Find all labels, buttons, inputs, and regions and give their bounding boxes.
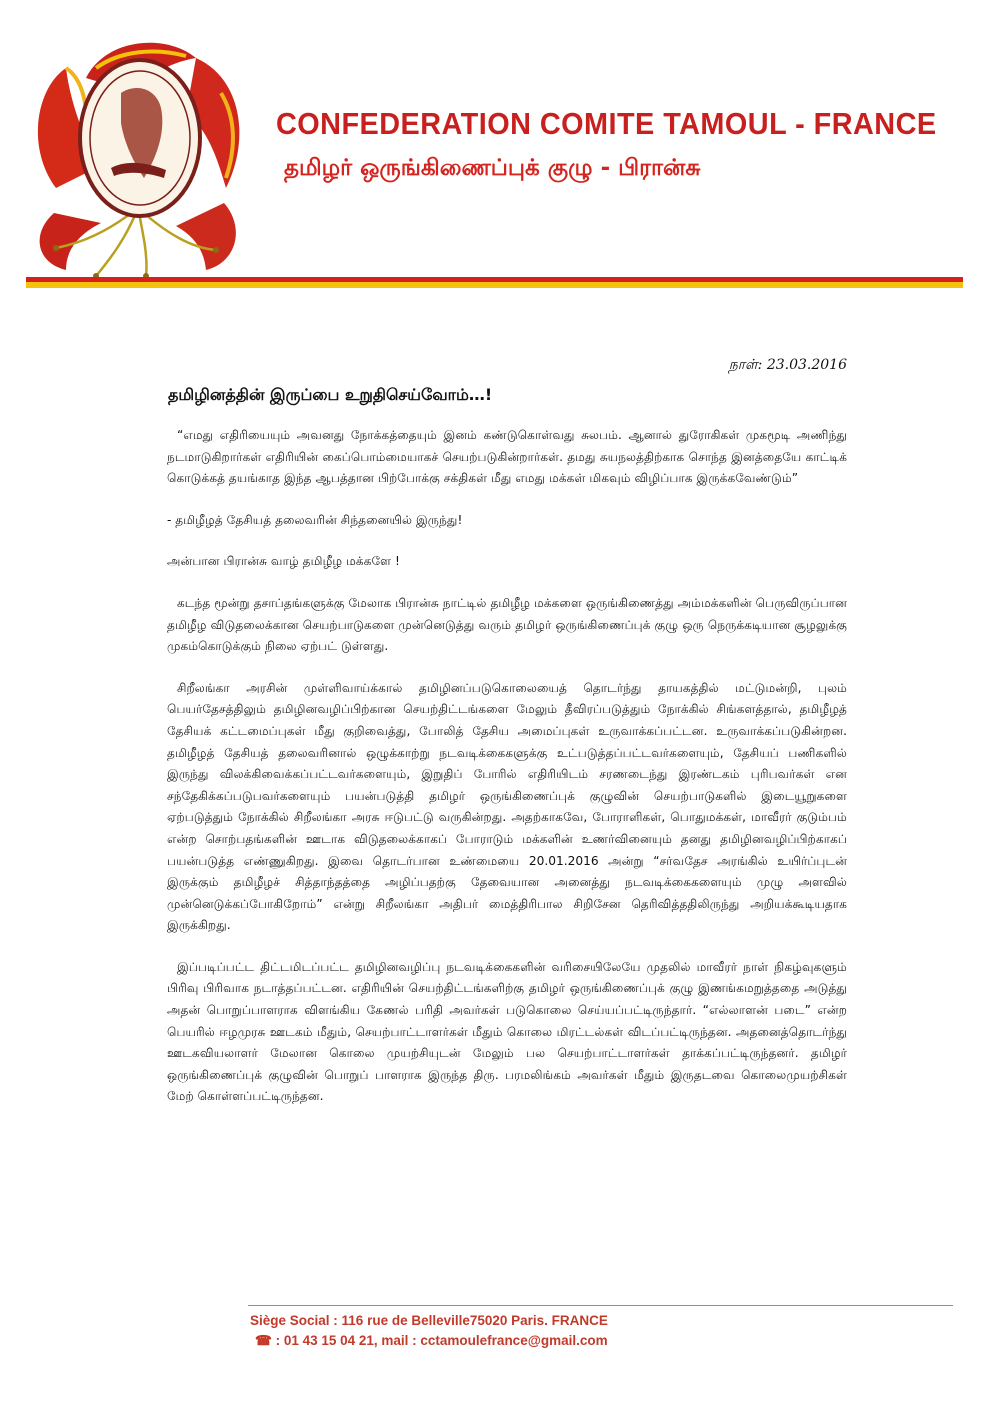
document-title: தமிழினத்தின் இருப்பை உறுதிசெய்வோம்…!	[168, 385, 493, 404]
organization-name-tamil: தமிழர் ஒருங்கிணைப்புக் குழு - பிரான்சு	[284, 155, 701, 181]
body-paragraph: சிறீலங்கா அரசின் முள்ளிவாய்க்கால் தமிழினப்படுகொலையைத் தொடர்ந்து தாயகத்தில் மட்டுமன்றி, புலம் பெயர்தேசத்திலும் தமிழினவழிப்பிற்கான செயற்திட்டங்களை மேலும் தீவிரப்படுத்தும் நோக்கில் சிங்களத்தால், தமிழீழத் தேசியக் கட்டமைப்புகள் மீது குறிவைத்து, போலித் தேசிய அமைப்புகள் உருவாக்கப்பட்டன. உருவாக்கப்படுகின்றன. தமிழீழத் தேசியத் தலைவரினால் ஒழுக்காற்று நடவடிக்கைகளுக்கு உட்படுத்தப்பட்டவர்களையும், தேசியப் பணிகளில் இருந்து விலக்கிவைக்கப்பட்டவர்களையும், இறுதிப் போரில் எதிரியிடம் சரணடைந்து இரண்டகம் புரிபவர்கள் என சந்தேகிக்கப்படுபவர்களையும் பயன்படுத்தி தமிழர் ஒருங்கிணைப்புக் குழுவின் செயற்பாடுகளில் இடையூறுகளை ஏற்படுத்தும் நோக்கில் சிறீலங்கா அரசு ஈடுபட்டு வருகின்றது. அதற்காகவே, போராளிகள், பொதுமக்கள், மாவீரர் குடும்பம் என்ற சொற்பதங்களின் ஊடாக விடுதலைக்காகப் போராடும் மக்களின் உணர்வினையும் தனது தமிழினவழிப்பிற்காகப் பயன்படுத்த எண்ணுகிறது. இவை தொடர்பான உண்மையை 20.01.2016 அன்று “சர்வதேச அரங்கில் உயிர்ப்புடன் இருக்கும் தமிழீழச் சித்தாந்தத்தை அழிப்பதற்கு தேவையான அனைத்து நடவடிக்கைகளையும் முழு அளவில் முன்னெடுக்கப்போகிறோம்” என்று சிறீலங்கா அதிபர் மைத்திரிபால சிறிசேன தெரிவித்ததிலிருந்து அறியக்கூடியதாக இருக்கிறது.	[167, 680, 847, 933]
salutation: அன்பான பிரான்சு வாழ் தமிழீழ மக்களே !	[167, 554, 400, 569]
header-divider-yellow	[26, 282, 963, 288]
emblem-seal	[80, 60, 200, 216]
quote-paragraph: “எமது எதிரியையும் அவனது நோக்கத்தையும் இனம் கண்டுகொள்வது சுலபம். ஆனால் துரோகிகள் முகமூடி அணிந்து நடமாடுகிறார்கள் எதிரியின் கைப்பொம்மையாகச் செயற்படுகின்றார்கள். தமது சுயநலத்திற்காக சொந்த இனத்தையே காட்டிக் கொடுக்கத் தயங்காத இந்த ஆபத்தான பிற்போக்கு சக்திகள் மீது எமது மக்கள் மிகவும் விழிப்பாக இருக்கவேண்டும்”	[167, 428, 847, 486]
document-date: நாள்: 23.03.2016	[728, 357, 847, 373]
organization-name-french: CONFEDERATION COMITE TAMOUL - FRANCE	[276, 106, 937, 141]
document-body	[167, 425, 847, 1128]
body-paragraph: இப்படிப்பட்ட திட்டமிடப்பட்ட தமிழினவழிப்பு நடவடிக்கைகளின் வரிசையிலேயே முதலில் மாவீரர் நாள் நிகழ்வுகளும் பிரிவு பிரிவாக நடாத்தப்பட்டன. எதிரியின் செயற்திட்டங்களிற்கு தமிழர் ஒருங்கிணைப்புக் குழு இணங்கமறுத்ததை அடுத்து அதன் பொறுப்பாளராக விளங்கிய கேணல் பரிதி அவர்கள் படுகொலை செய்யப்பட்டிருந்தார். “எல்லாளன் படை” என்ற பெயரில் ஈழமுரசு ஊடகம் மீதும், செயற்பாட்டாளர்கள் மீதும் கொலை மிரட்டல்கள் விடப்பட்டிருந்தன. அதனைத்தொடர்ந்து ஊடகவியலாளர் மேலான கொலை முயற்சியுடன் மேலும் பல செயற்பாட்டாளர்கள் தாக்கப்பட்டிருந்தனர். தமிழர் ஒருங்கிணைப்புக் குழுவின் பொறுப் பாளராக இருந்த திரு. பரமலிங்கம் அவர்கள் மீதும் இருதடவை கொலைமுயற்சிகள் மேற் கொள்ளப்பட்டிருந்தன.	[167, 959, 847, 1104]
footer-address: Siège Social : 116 rue de Belleville75020 Paris. FRANCE	[250, 1313, 608, 1328]
quote-attribution: - தமிழீழத் தேசியத் தலைவரின் சிந்தனையில் இருந்து!	[167, 512, 463, 527]
body-paragraph: கடந்த மூன்று தசாப்தங்களுக்கு மேலாக பிரான்சு நாட்டில் தமிழீழ மக்களை ஒருங்கிணைத்து அம்மக்களின் பெருவிருப்பான தமிழீழ விடுதலைக்கான செயற்பாடுகளை முன்னெடுத்து வரும் தமிழர் ஒருங்கிணைப்புக் குழு ஒரு நெருக்கடியான சூழலுக்கு முகம்கொடுக்கும் நிலை ஏற்பட் டுள்ளது.	[167, 595, 847, 654]
footer-contact: ☎ : 01 43 15 04 21, mail : cctamoulefrance@gmail.com	[255, 1333, 608, 1348]
footer-divider	[248, 1305, 953, 1306]
organization-logo	[26, 38, 256, 278]
